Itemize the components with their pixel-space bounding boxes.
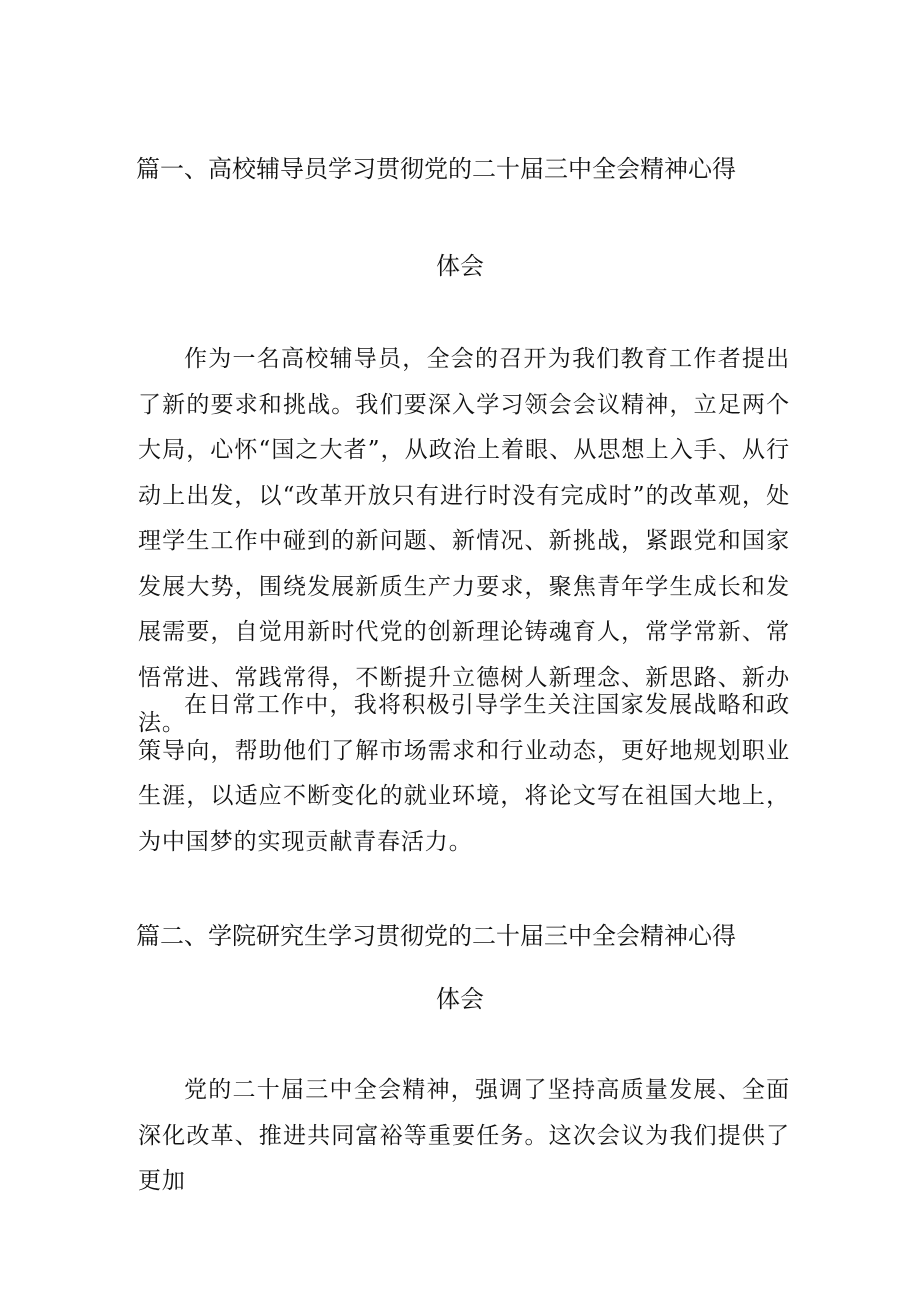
section-two-heading: 篇二、学院研究生学习贯彻党的二十届三中全会精神心得 [136,922,736,950]
section-one-paragraph-2: 在日常工作中，我将积极引导学生关注国家发展战略和政策导向，帮助他们了解市场需求和行业动态，更好地规划职业生涯，以适应不断变化的就业环境，将论文写在祖国大地上，为中国梦的实现贡献青春活力。 [138,692,790,855]
section-one-heading: 篇一、高校辅导员学习贯彻党的二十届三中全会精神心得 [136,155,736,183]
section-two-paragraph-1: 党的二十届三中全会精神，强调了坚持高质量发展、全面深化改革、推进共同富裕等重要任务。这次会议为我们提供了更加 [138,1077,790,1194]
section-one-paragraph-1: 作为一名高校辅导员，全会的召开为我们教育工作者提出了新的要求和挑战。我们要深入学习领会会议精神，立足两个大局，心怀“国之大者”，从政治上着眼、从思想上入手、从行动上出发，以“改革开放只有进行时没有完成时”的改革观，处理学生工作中碰到的新问题、新情况、新挑战，紧跟党和国家发展大势，围绕发展新质生产力要求，聚焦青年学生成长和发展需要，自觉用新时代党的创新理论铸魂育人，常学常新、常悟常进、常践常得，不断提升立德树人新理念、新思路、新办法。 [138,346,790,736]
section-one-heading-continuation: 体会 [436,252,484,280]
section-two-heading-continuation: 体会 [436,985,484,1013]
